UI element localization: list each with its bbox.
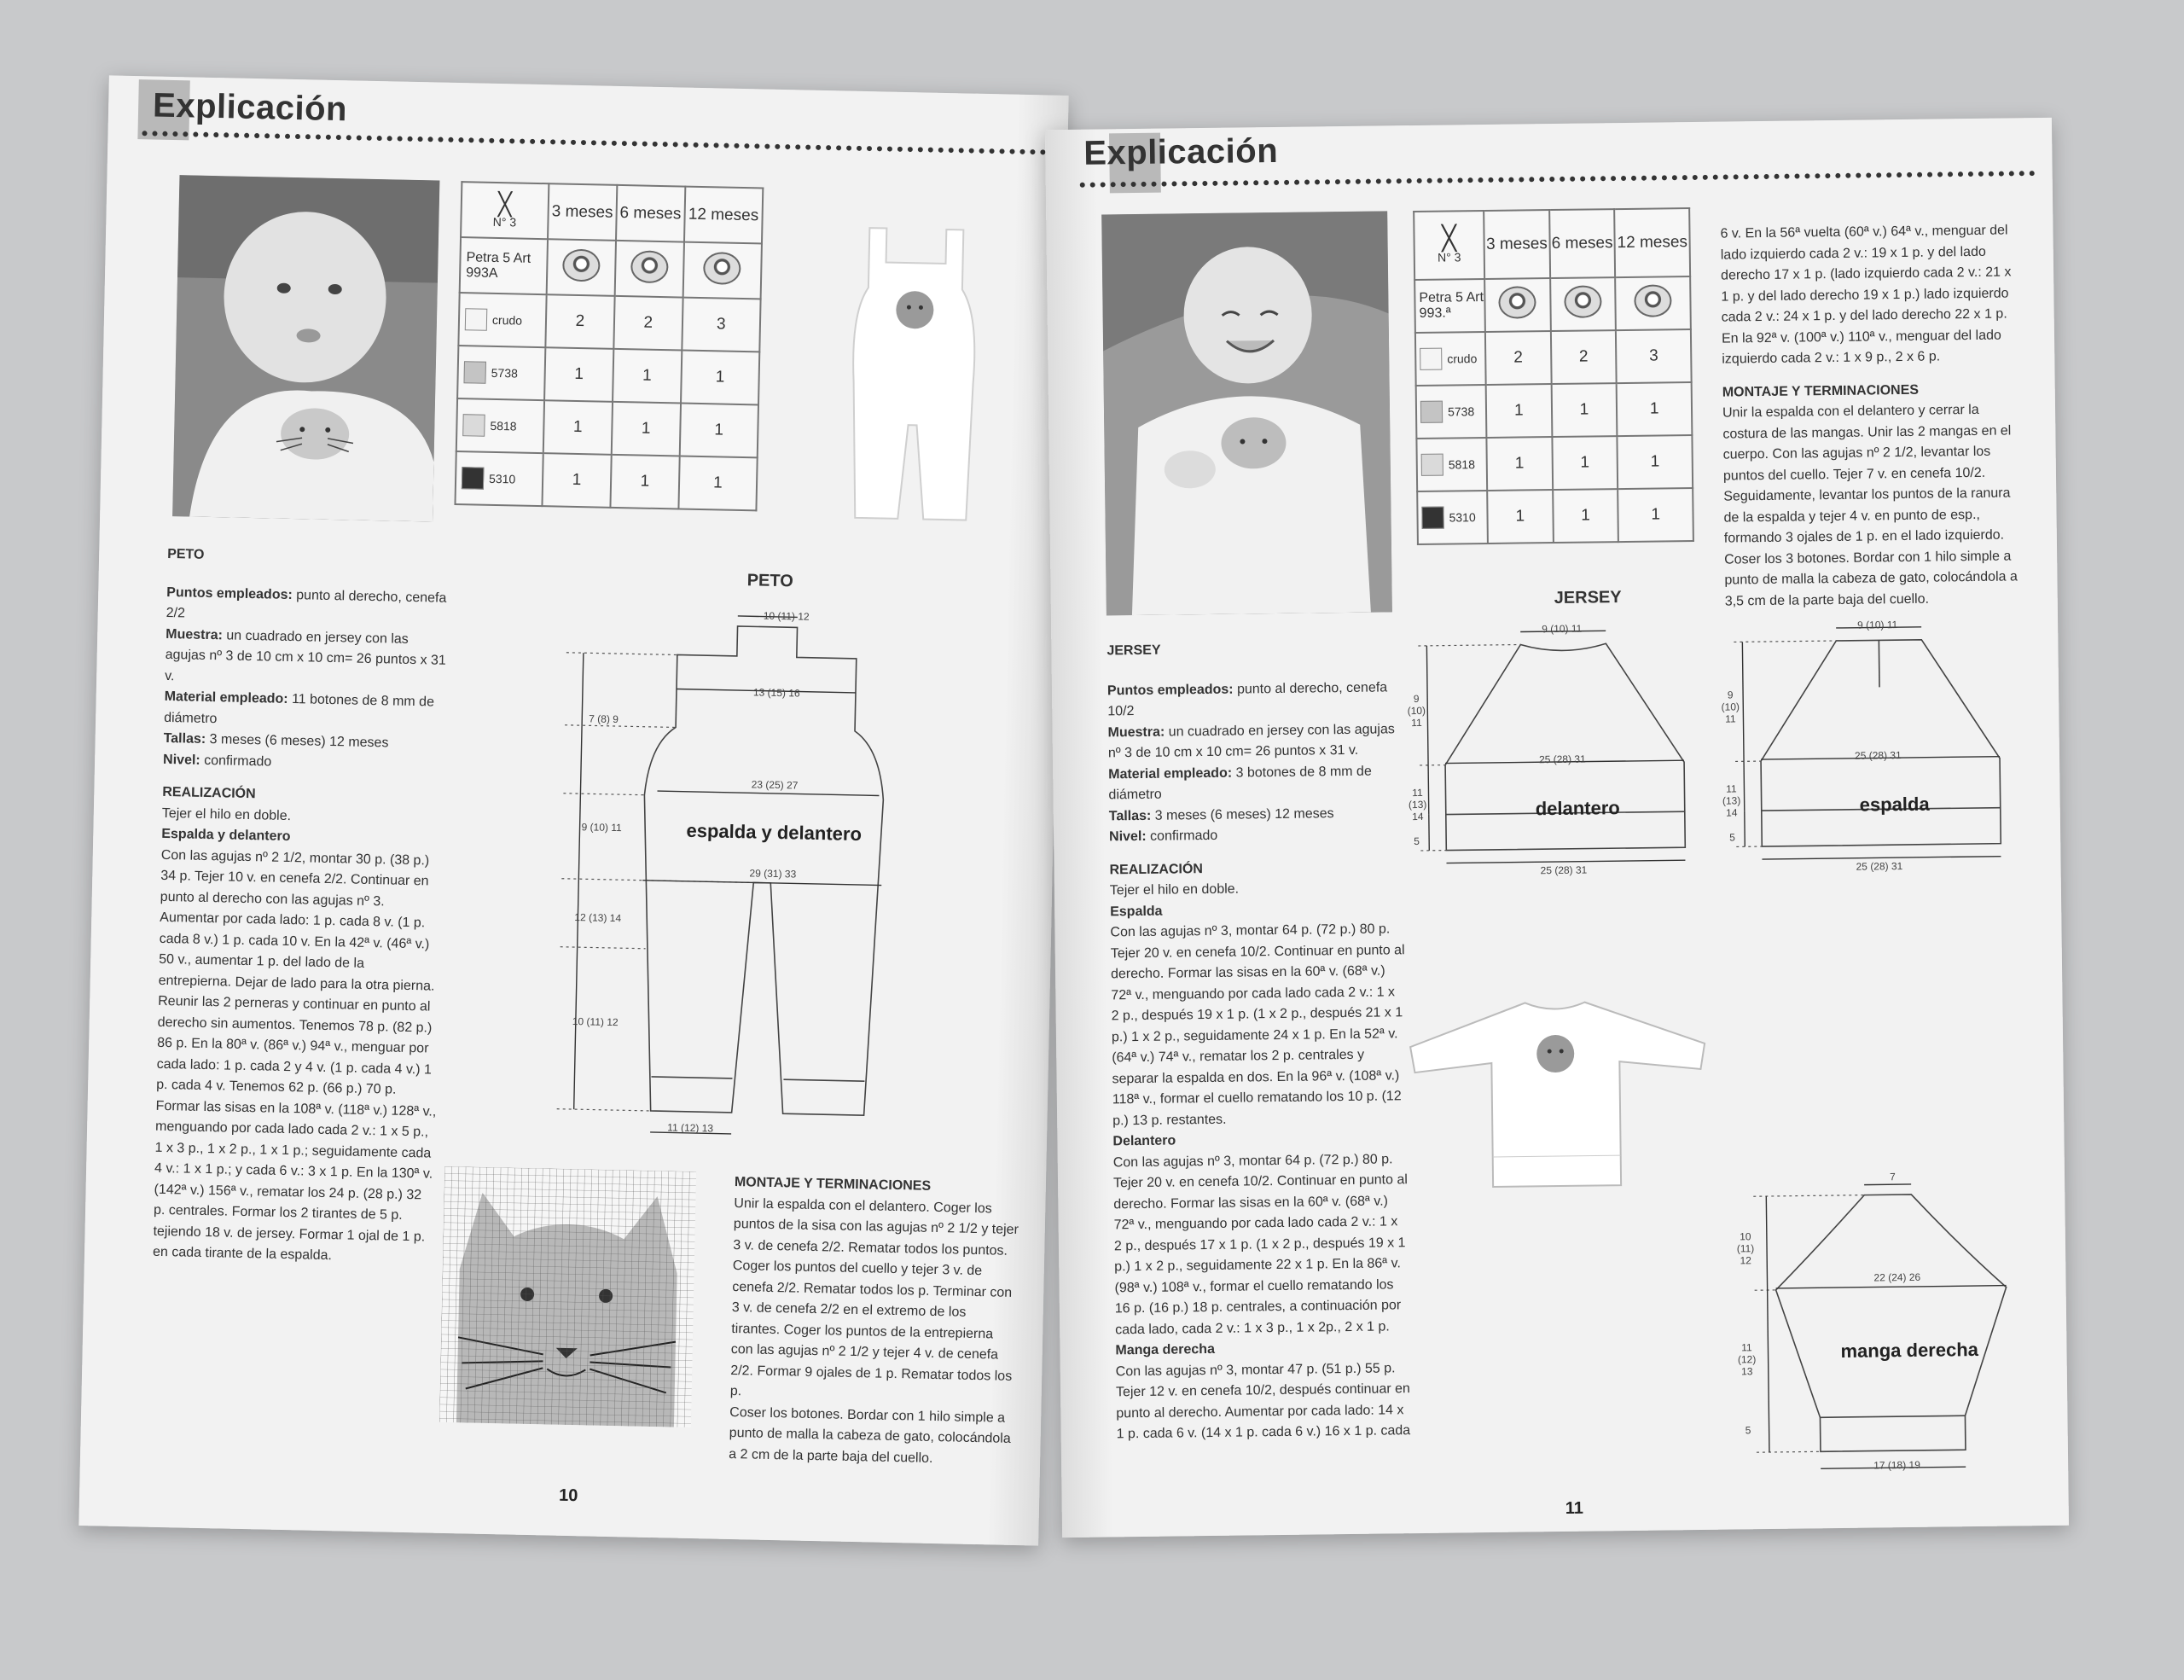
yarn-ball-icon [562, 248, 601, 282]
yarn-name: Petra 5 Art 993A [460, 237, 548, 294]
dim-sleeve-rib: 5 [1745, 1424, 1751, 1437]
section-title: JERSEY [1107, 642, 1161, 659]
color-cell [1415, 332, 1486, 386]
label-muestra: Muestra: [1107, 724, 1165, 740]
dim-neck: 9 (10) 11 [1542, 622, 1583, 636]
color-swatch [1420, 401, 1443, 423]
quantity-cell: 1 [1618, 435, 1693, 489]
quantity-cell: 1 [1487, 490, 1553, 544]
yarn-ball-cell [614, 241, 683, 298]
quantity-cell: 1 [678, 456, 758, 511]
sweater-illustration [1405, 984, 1715, 1192]
dim-sleeve-cap: 10 (11) 12 [1736, 1230, 1755, 1267]
quantity-cell: 1 [1552, 436, 1618, 490]
dim-width: 25 (28) 31 [1854, 749, 1902, 762]
size-header: 3 meses [548, 183, 617, 241]
table-row [458, 293, 760, 352]
dim-top: 10 (11) 12 [763, 609, 810, 623]
dim-sleeve-bottom: 17 (18) 19 [1873, 1458, 1920, 1472]
table-row [457, 346, 759, 404]
color-label: 5818 [1448, 457, 1476, 472]
quantity-cell: 3 [682, 298, 761, 352]
baby-photo-image [1101, 211, 1392, 615]
manga-continued-text: 6 v. En la 56ª vuelta (60ª v.) 64ª v., menguar del lado izquierdo cada 2 v.: 19 x 1 p. y del lado derecho 17 x 1 p. (lado izquierdo cada 2 v.: 21 x 1 p. y del lado derecho 19 x 1 p.) lado izquierdo cada 2 v.: 24 x 1 p. y del lado derecho 22 x 1 p. En la 92ª v. (100ª v.) 110ª v., menguar del lado izquierdo cada 2 v.: 1 x 9 p., 2 x 6 p. [1720, 223, 2012, 367]
quantity-cell: 2 [1551, 330, 1617, 384]
color-label: 5310 [1449, 510, 1476, 525]
baby-photo [1101, 211, 1392, 615]
header-dotted-rule [142, 131, 1046, 154]
baby-photo-image [172, 175, 439, 521]
dim-bottom-width: 25 (28) 31 [1856, 860, 1903, 873]
needle-cell [1414, 211, 1484, 280]
dim-mid: 23 (25) 27 [751, 778, 799, 792]
yarn-ball-icon [1499, 286, 1536, 319]
montaje-title: MONTAJE Y TERMINACIONES [1722, 382, 1920, 400]
yarn-ball-cell [547, 239, 616, 296]
yarn-ball-cell [1615, 276, 1690, 330]
label-tallas: Tallas: [1108, 808, 1152, 823]
color-cell [1417, 491, 1488, 544]
page-header-title: Explicación [152, 86, 348, 129]
page-number: 10 [558, 1485, 578, 1506]
needle-icon: ╳ [497, 190, 513, 217]
sleeve-piece-label: manga derecha [1840, 1339, 1979, 1362]
cat-chart [439, 1166, 696, 1427]
color-swatch [1421, 507, 1443, 529]
montaje-text: Unir la espalda con el delantero y cerrar la costura de las mangas. Unir las 2 mangas en el cuerpo. Con las agujas nº 2 1/2, levantar los puntos del cuello. Tejer 7 v. en cenefa 10/2. Seguidamente, levantar los puntos de la ranura de la espalda y tejer 4 v. en punto de esp., formando 3 ojales de 1 p. en el lado izquierdo. Coser los 3 botones. Bordar con 1 hilo simple a punto de malla la cabeza de gato, colocándola a 3,5 cm de la parte baja del cuello. [1722, 402, 2018, 609]
color-label: 5818 [490, 418, 517, 433]
quantity-cell: 3 [1616, 329, 1691, 383]
quantity-cell: 1 [544, 347, 613, 402]
color-label: crudo [491, 312, 523, 328]
header-dotted-rule [1080, 171, 2036, 188]
label-material: Material empleado: [164, 689, 288, 706]
text-nivel: confirmado [203, 753, 272, 770]
size-header: 12 meses [1614, 208, 1690, 277]
yarn-ball-cell [1550, 277, 1616, 331]
dim-body: 11 (13) 14 [1408, 786, 1427, 823]
text-muestra: un cuadrado en jersey con las agujas nº 3 de 10 cm x 10 cm= 26 puntos x 31 v. [1107, 721, 1395, 761]
dim-lower: 12 (13) 14 [574, 911, 622, 925]
montaje-text-2: Coser los botones. Bordar con 1 hilo simple a punto de malla la cabeza de gato, colocándola a 2 cm de la parte baja del cuello. [729, 1404, 1011, 1466]
dim-width: 25 (28) 31 [1538, 753, 1586, 766]
realizacion-title: REALIZACIÓN [1109, 861, 1203, 877]
color-swatch [462, 414, 485, 437]
montaje-text: Unir la espalda con el delantero. Coger los puntos de la sisa con las agujas nº 2 1/2 y tejer 3 v. de cenefa 2/2. Rematar todos los puntos. Coger los puntos del cuello y tejer 3 v. de cenefa 2/2. Rematar todos los p. Terminar con 3 v. de cenefa 2/2 en el extremo de los tirantes. Coger los puntos de la entrepierna con las agujas nº 2 1/2 y tejer 4 v. de cenefa 2/2. Formar 9 ojales de 1 p. Rematar todos los p. [729, 1195, 1019, 1399]
montaje-column [729, 1172, 1020, 1471]
subsection-title: Delantero [1112, 1133, 1176, 1149]
dim-sleeve-top: 7 [1889, 1171, 1896, 1183]
quantity-cell: 2 [545, 294, 614, 349]
yarn-ball-cell [1484, 278, 1550, 332]
left-page [78, 75, 1068, 1545]
table-row [455, 451, 757, 510]
right-page [1045, 118, 2069, 1538]
quantity-cell: 1 [1551, 383, 1617, 437]
dim-wide: 29 (31) 33 [749, 867, 797, 881]
section-title: PETO [167, 546, 205, 562]
baby-photo [172, 175, 439, 521]
dim-bottom-width: 25 (28) 31 [1540, 863, 1588, 877]
text-tallas: 3 meses (6 meses) 12 meses [209, 732, 389, 751]
color-label: 5738 [491, 365, 519, 381]
color-label: 5310 [488, 471, 516, 486]
label-nivel: Nivel: [1108, 828, 1147, 845]
delantero-instructions: Con las agujas nº 3, montar 64 p. (72 p.) 80 p. Tejer 20 v. en cenefa 10/2. Continuar en punto al derecho. Formar las sisas en la 60ª v. (68ª v.) 72ª v., menguando por cada lado cada 2 v.: 1 x 2 p., después 17 x 1 p. (1 x 2 p., después 19 x 1 p.) 1 x 2 p., seguidamente 22 x 1 p. En la 86ª v. (98ª v.) 108ª v., formar el cuello rematando los 16 p. (16 p.) 18 p. centrales, a continuación por cada lado, cada 2 v.: 1 x 3 p., 1 x 2p., 2 x 1 p. [1112, 1151, 1408, 1337]
color-swatch [462, 467, 485, 490]
yarn-ball-cell [682, 242, 762, 299]
dim-upper: 13 (15) 16 [752, 686, 800, 700]
label-tallas: Tallas: [163, 730, 206, 747]
back-schematic [1725, 613, 2053, 864]
quantity-cell: 2 [613, 296, 682, 351]
quantity-cell: 1 [1617, 382, 1692, 436]
dim-sleeve-width: 22 (24) 26 [1873, 1270, 1921, 1284]
yarn-ball-icon [703, 252, 741, 285]
back-piece-label: espalda [1859, 793, 1930, 816]
diagram-title: PETO [746, 571, 794, 591]
dim-rib: 5 [1414, 834, 1420, 848]
text-puntos: punto al derecho, cenefa 10/2 [1107, 679, 1388, 719]
quantity-cell: 1 [610, 455, 679, 509]
dim-yoke: 9 (10) 11 [1407, 692, 1426, 730]
quantity-cell: 1 [542, 453, 611, 508]
quantity-cell: 1 [543, 400, 613, 455]
color-cell [456, 398, 544, 453]
color-label: crudo [1447, 352, 1478, 366]
needle-cell [461, 182, 549, 239]
quantity-cell: 1 [1486, 437, 1552, 491]
color-swatch [1420, 348, 1442, 370]
front-schematic [1409, 616, 1737, 868]
text-material: 11 botones de 8 mm de diámetro [164, 692, 435, 726]
front-piece-label: delantero [1535, 797, 1620, 820]
text-material: 3 botones de 8 mm de diámetro [1108, 764, 1372, 803]
realizacion-intro: Tejer el hilo en doble. [161, 805, 292, 823]
label-puntos: Puntos empleados: [1107, 682, 1234, 698]
dim-hip: 9 (10) 11 [581, 821, 622, 834]
dim-strap: 7 (8) 9 [589, 712, 619, 726]
quantity-cell: 1 [612, 402, 681, 456]
realizacion-intro: Tejer el hilo en doble. [1109, 881, 1240, 898]
label-muestra: Muestra: [166, 626, 224, 642]
table-row [1416, 382, 1693, 439]
table-row [1415, 329, 1692, 386]
dim-sleeve-body: 11 (12) 13 [1737, 1341, 1757, 1378]
needle-size: N° 3 [492, 214, 517, 229]
page-number: 11 [1565, 1498, 1584, 1518]
needle-icon: ╳ [1441, 224, 1457, 252]
yarn-ball-icon [1634, 284, 1671, 317]
color-swatch [465, 308, 488, 331]
size-header: 12 meses [684, 187, 764, 244]
dim-rib: 5 [1729, 831, 1735, 844]
yarn-ball-icon [1564, 285, 1601, 318]
table-row [1416, 435, 1693, 491]
size-header: 3 meses [1484, 210, 1550, 279]
table-row [456, 398, 758, 457]
dim-leg: 10 (11) 12 [572, 1015, 619, 1029]
dim-body: 11 (13) 14 [1722, 782, 1741, 819]
realizacion-title: REALIZACIÓN [162, 784, 256, 802]
yarn-ball-icon [630, 250, 669, 283]
text-tallas: 3 meses (6 meses) 12 meses [1154, 805, 1334, 823]
color-cell [455, 451, 543, 506]
color-cell [1416, 438, 1487, 491]
montaje-title: MONTAJE Y TERMINACIONES [734, 1175, 932, 1194]
espalda-instructions: Con las agujas nº 2 1/2, montar 30 p. (38 p.) 34 p. Tejer 10 v. en cenefa 2/2. Continuar en punto al derecho con las agujas nº 3. Aumentar por cada lado: 1 p. cada 8 v. (1 p. cada 8 v.) 1 p. cada 10 v. En la 42ª v. (46ª v.) 50 v., aumentar 1 p. del lado de la entrepierna. Dejar de lado para la otra pierna. Reunir las 2 perneras y continuar en punto al derecho sin aumentos. Tenemos 78 p. (82 p.) 86 p. En la 80ª v. (86ª v.) 94ª v., menguar por cada lado: 1 p. cada 2 y 4 v. (1 p. cada 4 v.) 1 p. cada 4 v. Tenemos 62 p. (66 p.) 70 p. Formar las sisas en la 108ª v. (118ª v.) 128ª v., menguando por cada lado cada 2 v.: 1 x 5 p., 1 x 3 p., 1 x 2 p., 1 x 1 p.; seguidamente cada 4 v.: 1 x 1 p.; y cada 6 v.: 3 x 1 p. En la 130ª v. (142ª v.) 156ª v., rematar los 24 p. (28 p.) 32 p. centrales. Formar los 2 tirantes de 5 p. tejiendo 18 v. de jersey. Formar 1 ojal de 1 p. en cada tirante de la espalda. [152, 847, 437, 1264]
overalls-illustration [816, 210, 1011, 538]
espalda-instructions: Con las agujas nº 3, montar 64 p. (72 p.) 80 p. Tejer 20 v. en cenefa 10/2. Continuar en punto al derecho. Formar las sisas en la 60ª v. (68ª v.) 72ª v., menguando por cada lado cada 2 v.: 1 x 2 p., después 19 x 1 p. (1 x 2 p., después 21 x 1 p.) 1 x 2 p., seguidamente 24 x 1 p. En la 52ª v. (64ª v.) 74ª v., rematar los 2 p. centrales y separar la espalda en dos. En la 96ª v. (108ª v.) 118ª v., formar el cuello rematando los 10 p. (12 p.) 13 p. restantes. [1110, 921, 1405, 1128]
quantity-cell: 1 [1618, 488, 1693, 542]
text-puntos: punto al derecho, cenefa 2/2 [166, 587, 447, 621]
size-header: 6 meses [616, 185, 685, 242]
quantity-cell: 1 [681, 351, 760, 405]
dim-neck: 9 (10) 11 [1857, 619, 1898, 631]
color-label: 5738 [1447, 404, 1475, 419]
instructions-column [1107, 637, 1410, 1445]
quantity-cell: 1 [1553, 489, 1618, 543]
subsection-title: Espalda y delantero [161, 826, 291, 845]
color-cell [458, 293, 546, 347]
quantity-cell: 1 [679, 404, 758, 458]
color-swatch [1421, 454, 1443, 476]
size-header: 6 meses [1549, 209, 1616, 278]
color-cell [457, 346, 545, 400]
page-header-title: Explicación [1083, 131, 1279, 172]
quantity-cell: 2 [1485, 331, 1551, 385]
yarn-table [454, 181, 764, 511]
quantity-cell: 1 [1486, 384, 1552, 438]
color-cell [1416, 385, 1487, 439]
table-row [1417, 488, 1693, 544]
text-muestra: un cuadrado en jersey con las agujas nº 3 de 10 cm x 10 cm= 26 puntos x 31 v. [165, 627, 446, 683]
text-nivel: confirmado [1150, 828, 1218, 844]
yarn-name: Petra 5 Art 993.ª [1414, 279, 1485, 333]
color-swatch [463, 361, 486, 384]
needle-size: N° 3 [1438, 250, 1461, 264]
label-puntos: Puntos empleados: [166, 584, 293, 602]
diagram-title: JERSEY [1554, 588, 1622, 608]
label-material: Material empleado: [1108, 765, 1233, 782]
quantity-cell: 1 [613, 349, 682, 404]
sleeve-schematic [1740, 1167, 2042, 1486]
yarn-table [1413, 207, 1694, 545]
subsection-title: Espalda [1110, 904, 1163, 919]
manga-instructions: Con las agujas nº 3, montar 47 p. (51 p.) 55 p. Tejer 12 v. en cenefa 10/2, después continuar en punto al derecho. Aumentar por cada lado: 14 x 1 p. cada 6 v. (14 x 1 p. cada 6 v.) 16 x 1 p. cada [1115, 1360, 1411, 1442]
label-nivel: Nivel: [162, 752, 200, 768]
dim-yoke: 9 (10) 11 [1721, 689, 1740, 725]
subsection-title: Manga derecha [1115, 1341, 1216, 1358]
piece-label: espalda y delantero [686, 819, 863, 846]
instructions-column-3 [1720, 220, 2019, 612]
dim-bottom: 11 (12) 13 [667, 1121, 714, 1135]
instructions-column [153, 544, 450, 1269]
